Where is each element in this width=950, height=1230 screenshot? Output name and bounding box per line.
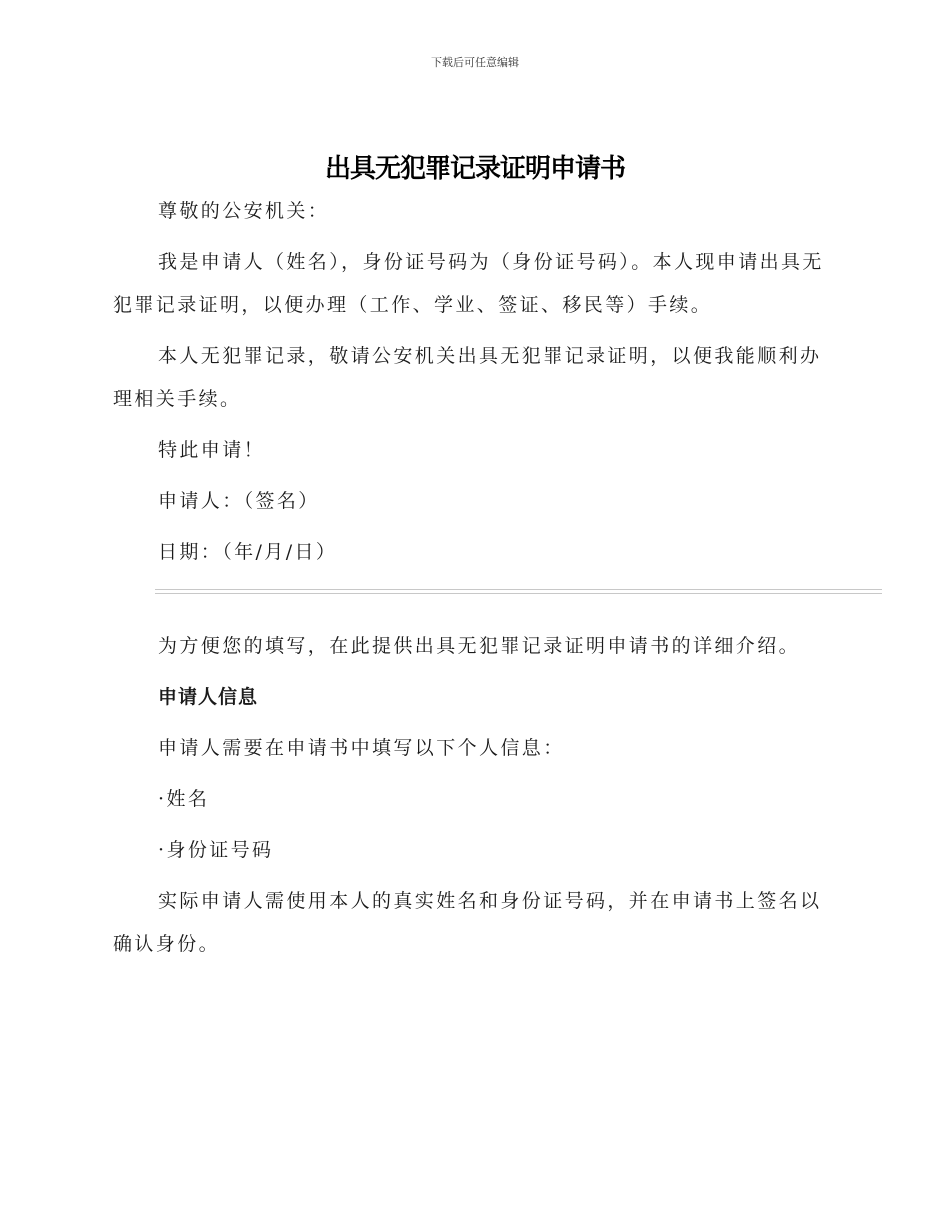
date-line: 日期：（年/月/日） [158,541,338,563]
guide-section [113,625,833,974]
guide-note: 实际申请人需使用本人的真实姓名和身份证号码，并在申请书上签名以确认身份。 [113,890,822,955]
closing-line: 特此申请！ [158,439,266,461]
letter-body [113,190,833,582]
section-heading: 申请人信息 [158,686,259,708]
list-item: ·身份证号码 [158,839,274,861]
list-item: ·姓名 [158,788,210,810]
section-divider [155,589,882,594]
guide-intro: 为方便您的填写，在此提供出具无犯罪记录证明申请书的详细介绍。 [158,635,801,657]
applicant-signature-line: 申请人：（签名） [158,490,320,512]
page-header-note: 下载后可任意编辑 [431,56,519,69]
letter-paragraph-2: 本人无犯罪记录，敬请公安机关出具无犯罪记录证明，以便我能顺利办理相关手续。 [113,345,822,410]
letter-paragraph-1: 我是申请人（姓名），身份证号码为（身份证号码）。本人现申请出具无犯罪记录证明，以便办理（工作、学业、签证、移民等）手续。 [113,251,824,316]
section-intro: 申请人需要在申请书中填写以下个人信息： [158,737,565,759]
document-title: 出具无犯罪记录证明申请书 [324,154,625,184]
salutation: 尊敬的公安机关： [158,200,330,222]
